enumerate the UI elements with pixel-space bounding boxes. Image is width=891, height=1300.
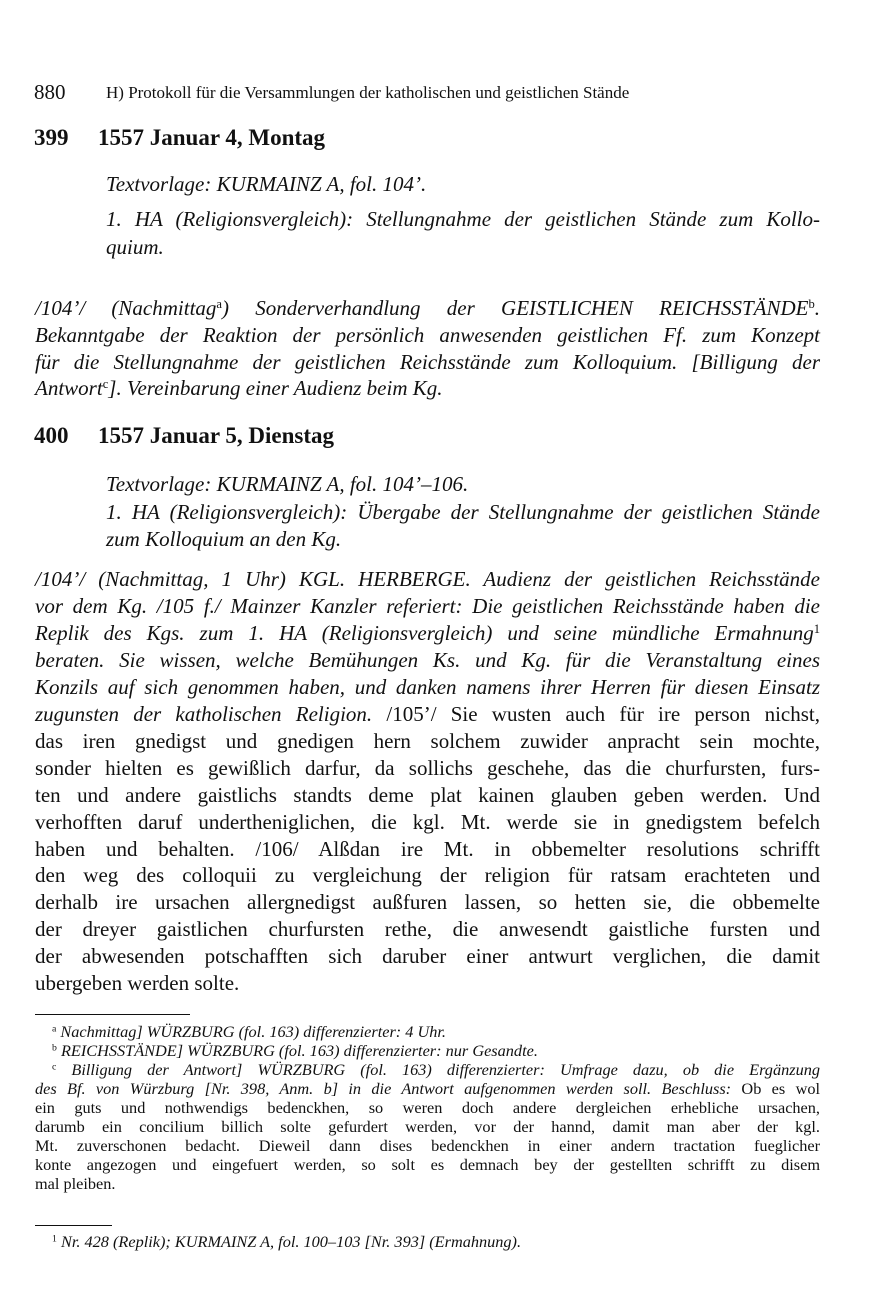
- footnote-line: [52, 1024, 820, 1040]
- document-date: 1557 Januar 4, Montag: [98, 125, 326, 150]
- textvorlage-line: [106, 209, 820, 230]
- textvorlage-line: [106, 237, 820, 258]
- text-run: Nachmittag] WÜRZBURG (fol. 163) differenzierter: 4 Uhr.: [56, 1022, 447, 1041]
- footnote-marker[interactable]: a: [52, 1023, 57, 1035]
- body-line: [35, 865, 820, 886]
- text-run: ein guts und nothwendigs bedenckhen, so weren doch andere dergleichen erhebliche ursachen,: [35, 1098, 820, 1117]
- footnote-line: [35, 1119, 820, 1135]
- text-run: .: [814, 296, 821, 320]
- text-run: ) Sonderverhandlung der GEISTLICHEN REICHSSTÄNDE: [222, 296, 809, 320]
- text-run: Replik des Kgs. zum 1. HA (Religionsvergleich) und seine mündliche Ermahnung: [35, 621, 814, 645]
- text-run: /104’/ (Nachmittag: [35, 296, 217, 320]
- text-run: haben und behalten. /106/ Alßdan ire Mt. in obbemelter resolutions schrifft: [35, 837, 820, 861]
- text-run: das iren gnedigst und gnedigen hern solchem zuwider anpracht sein mochte,: [35, 729, 820, 753]
- footnote-line: [35, 1100, 820, 1116]
- text-run: Antwort: [35, 376, 103, 400]
- text-run: darumb ein concilium billich solte gefurdert werden, vor der hannd, damit man aber der kgl.: [35, 1117, 820, 1136]
- text-run: den weg des colloquii zu vergleichung der religion für ratsam erachteten und: [35, 863, 820, 887]
- footnote-line: [35, 1081, 820, 1097]
- body-line: [35, 973, 820, 994]
- text-run: 1. HA (Religionsvergleich): Übergabe der Stellungnahme der geistlichen Stände: [106, 500, 820, 524]
- document-date: 1557 Januar 5, Dienstag: [98, 423, 334, 448]
- text-run: zum Kolloquium an den Kg.: [106, 527, 342, 551]
- text-run: beraten. Sie wissen, welche Bemühungen Ks. und Kg. für die Veranstaltung eines: [35, 648, 820, 672]
- footnote-marker[interactable]: b: [52, 1042, 57, 1054]
- text-run: konte angezogen und eingefuert werden, so solt es demnach bey der gestellten schrifft zu disem: [35, 1155, 820, 1174]
- text-run: sonder hielten es gewißlich darfur, da sollichs geschehe, das die churfursten, furs-: [35, 756, 820, 780]
- text-run: mal pleiben.: [35, 1174, 116, 1193]
- text-run: ten und andere gaistlichs standts deme plat kainen glauben geben werden. Und: [35, 783, 820, 807]
- text-run: Konzils auf sich genommen haben, und danken namens ihrer Herren für diesen Einsatz: [35, 675, 820, 699]
- text-run: Nr. 428 (Replik); KURMAINZ A, fol. 100–103 [Nr. 393] (Ermahnung).: [56, 1232, 522, 1251]
- footnote-divider: [35, 1014, 190, 1015]
- body-line: [35, 596, 820, 617]
- document-number: 399: [34, 125, 69, 150]
- footnote-divider: [35, 1225, 112, 1226]
- text-run: Ob es wol: [731, 1079, 821, 1098]
- body-line: [35, 919, 820, 940]
- text-run: der abwesenden potschafften sich daruber einer antwurt verglichen, die damit: [35, 944, 820, 968]
- text-run: /105’/ Sie wusten auch für ire person nichst,: [372, 702, 820, 726]
- footnote-line: [52, 1234, 837, 1250]
- body-line: [35, 758, 820, 779]
- body-line: [35, 677, 820, 698]
- text-run: ubergeben werden solte.: [35, 971, 240, 995]
- body-line: [35, 946, 820, 967]
- text-run: des Bf. von Würzburg [Nr. 398, Anm. b] in die Antwort aufgenommen werden soll. Beschluss:: [35, 1079, 732, 1098]
- text-run: REICHSSTÄNDE] WÜRZBURG (fol. 163) differenzierter: nur Gesandte.: [56, 1041, 538, 1060]
- text-run: der dreyer gaistlichen churfursten rethe, die anwesendt gaistliche fursten und: [35, 917, 820, 941]
- text-run: ]. Vereinbarung einer Audienz beim Kg.: [108, 376, 443, 400]
- body-line: [35, 569, 820, 590]
- footnote-marker[interactable]: a: [216, 297, 223, 312]
- footnote-marker[interactable]: 1: [52, 1233, 57, 1245]
- running-title: H) Protokoll für die Versammlungen der katholischen und geistlichen Stände: [106, 83, 630, 102]
- regest-line: [35, 352, 820, 373]
- page-number: 880: [34, 80, 66, 104]
- body-line: [35, 704, 820, 725]
- text-run: /104’/ (Nachmittag, 1 Uhr) KGL. HERBERGE. Audienz der geistlichen Reichsstände: [35, 567, 820, 591]
- body-line: [35, 650, 820, 671]
- body-line: [35, 812, 820, 833]
- footnote-marker[interactable]: c: [102, 377, 109, 392]
- regest-line: [35, 325, 820, 346]
- regest-line: [35, 298, 820, 319]
- text-run: quium.: [106, 235, 164, 259]
- body-line: [35, 892, 820, 913]
- text-run: für die Stellungnahme der geistlichen Reichsstände zum Kolloquium. [Billigung der: [35, 350, 820, 374]
- text-run: Mt. zuverschonen bedacht. Dieweil dann dises bedenckhen in einer andern tractation fueglicher: [35, 1136, 820, 1155]
- text-run: derhalb ire ursachen allergnedigst außfuren lassen, so hetten sie, die obbemelte: [35, 890, 820, 914]
- body-line: [35, 839, 820, 860]
- textvorlage-line: [106, 174, 820, 195]
- text-run: Billigung der Antwort] WÜRZBURG (fol. 163) differenzierter: Umfrage dazu, ob die Ergänzung: [56, 1060, 820, 1079]
- text-run: Bekanntgabe der Reaktion der persönlich anwesenden geistlichen Ff. zum Konzept: [35, 323, 820, 347]
- textvorlage-line: [106, 529, 820, 550]
- text-run: vor dem Kg. /105 f./ Mainzer Kanzler referiert: Die geistlichen Reichsstände haben die: [35, 594, 820, 618]
- footnote-marker[interactable]: b: [808, 297, 815, 312]
- footnote-line: [35, 1176, 820, 1192]
- text-run: zugunsten der katholischen Religion.: [35, 702, 373, 726]
- body-line: [35, 623, 820, 644]
- footnote-marker[interactable]: 1: [813, 622, 820, 637]
- text-run: Textvorlage: KURMAINZ A, fol. 104’.: [106, 172, 427, 196]
- textvorlage-line: [106, 474, 820, 495]
- footnote-line: [35, 1138, 820, 1154]
- text-run: Textvorlage: KURMAINZ A, fol. 104’–106.: [106, 472, 469, 496]
- document-number: 400: [34, 423, 69, 448]
- textvorlage-line: [106, 502, 820, 523]
- footnote-line: [35, 1157, 820, 1173]
- footnote-line: [52, 1043, 820, 1059]
- footnote-marker[interactable]: c: [52, 1061, 57, 1073]
- text-run: verhofften daruf undertheniglichen, die kgl. Mt. werde sie in gnedigstem befelch: [35, 810, 820, 834]
- body-line: [35, 731, 820, 752]
- regest-line: [35, 378, 820, 399]
- text-run: 1. HA (Religionsvergleich): Stellungnahme der geistlichen Stände zum Kollo-: [106, 207, 820, 231]
- footnote-line: [52, 1062, 820, 1078]
- body-line: [35, 785, 820, 806]
